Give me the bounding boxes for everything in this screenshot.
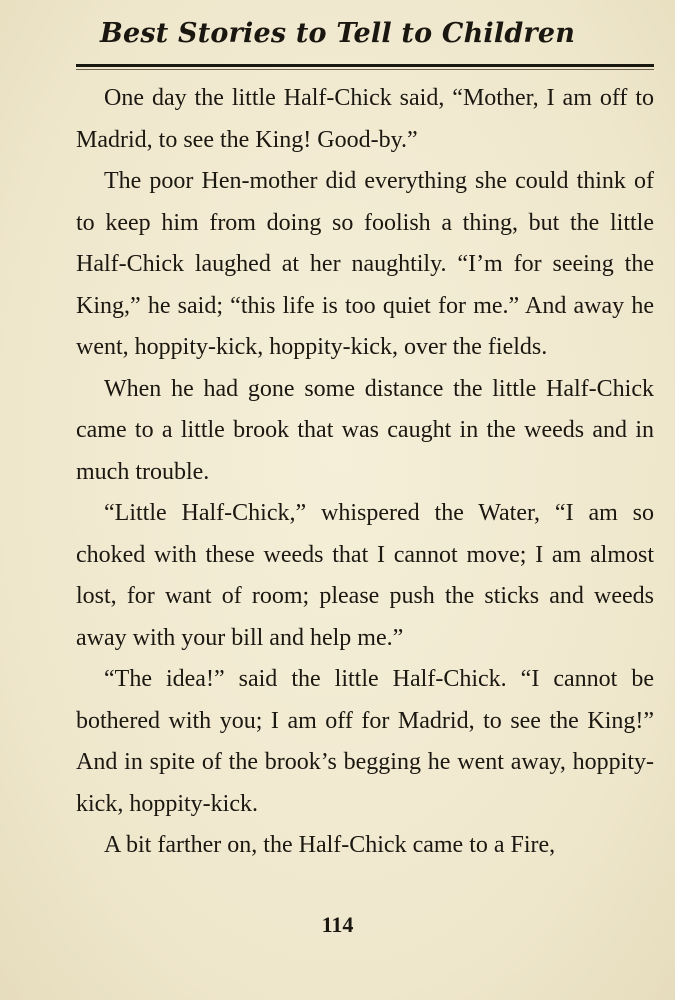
body-text [76,78,654,867]
page-number: 114 [321,912,354,937]
paragraph-4: “Little Half-Chick,” whispered the Water, “I am so choked with these weeds that I cannot move; I am almost lost, for want of room; please push the sticks and weeds away with your bill and help me.” [76,500,654,651]
paragraph-1: One day the little Half-Chick said, “Mother, I am off to Madrid, to see the King! Good-by.” [76,85,654,153]
paragraph-2: The poor Hen-mother did everything she could think of to keep him from doing so foolish a thing, but the little Half-Chick laughed at her naughtily. “I’m for seeing the King,” he said; “this life is too quiet for me.” And away he went, hoppity-kick, hoppity-kick, over the fields. [76,168,654,360]
paragraph-3: When he had gone some distance the little Half-Chick came to a little brook that was caught in the weeds and in much trouble. [76,375,654,485]
paragraph-6: A bit farther on, the Half-Chick came to a Fire, [104,832,556,858]
paragraph-5: “The idea!” said the little Half-Chick. “I cannot be bothered with you; I am off for Madrid, to see the King!” And in spite of the brook’s begging he went away, hoppity-kick, hoppity-kick. [76,666,654,817]
running-head: Best Stories to Tell to Children [99,18,576,49]
header-rule [76,64,654,67]
header-rule-thin [76,69,654,70]
